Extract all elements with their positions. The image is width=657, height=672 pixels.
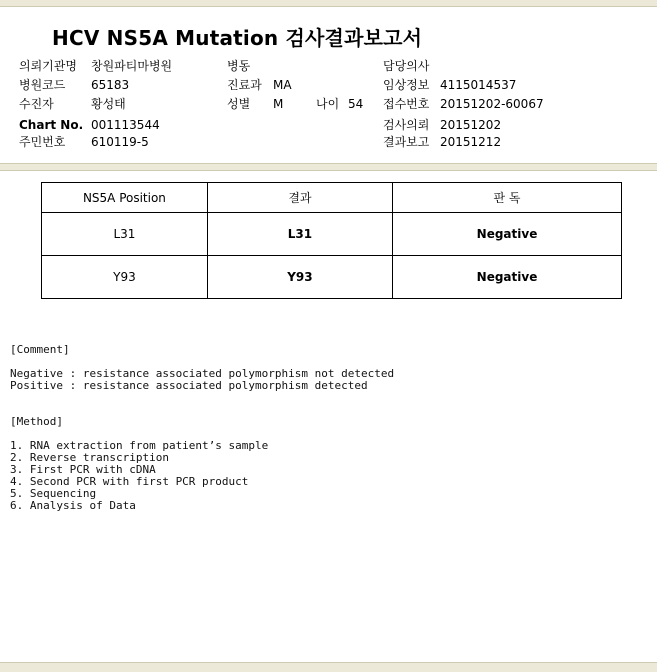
resident-no-label: 주민번호	[19, 135, 66, 149]
table-row	[42, 213, 622, 256]
ward-label: 병동	[227, 59, 251, 73]
request-date-value: 20151202	[440, 118, 502, 132]
method-line: 5. Sequencing	[10, 487, 97, 500]
column-header-position: NS5A Position	[42, 183, 208, 213]
comment-line: Positive : resistance associated polymorphism detected	[10, 379, 368, 392]
report-title: HCV NS5A Mutation 검사결과보고서	[52, 26, 423, 50]
sex-value: M	[273, 97, 284, 111]
resident-no-value: 610119-5	[91, 135, 149, 149]
request-date-label: 검사의뢰	[383, 118, 430, 132]
method-line: 2. Reverse transcription	[10, 451, 169, 464]
result-table	[41, 182, 622, 299]
patient-name-value: 황성태	[91, 97, 126, 111]
interpretation-cell: Negative	[393, 213, 622, 256]
institution-value: 창원파티마병원	[91, 59, 173, 73]
chart-no-label: Chart No.	[19, 118, 84, 132]
table-header-row	[42, 183, 622, 213]
method-line: 4. Second PCR with first PCR product	[10, 475, 249, 488]
report-date-value: 20151212	[440, 135, 502, 149]
department-value: MA	[273, 78, 292, 92]
clinical-info-label: 임상정보	[383, 78, 430, 92]
hospital-code-label: 병원코드	[19, 78, 66, 92]
doctor-label: 담당의사	[383, 59, 430, 73]
age-label: 나이	[316, 97, 340, 111]
receipt-no-label: 접수번호	[383, 97, 430, 111]
method-line: 1. RNA extraction from patient’s sample	[10, 439, 269, 452]
hospital-code-value: 65183	[91, 78, 130, 92]
patient-name-label: 수진자	[19, 97, 54, 111]
method-line: 6. Analysis of Data	[10, 499, 136, 512]
sex-label: 성별	[227, 97, 251, 111]
table-row	[42, 256, 622, 299]
department-label: 진료과	[227, 78, 262, 92]
institution-label: 의뢰기관명	[19, 59, 77, 73]
clinical-info-value: 4115014537	[440, 78, 517, 92]
result-cell: L31	[207, 213, 392, 256]
column-header-interpretation: 판 독	[393, 183, 622, 213]
result-cell: Y93	[207, 256, 392, 299]
comment-line: Negative : resistance associated polymorphism not detected	[10, 367, 395, 380]
section-divider	[0, 163, 657, 171]
age-value: 54	[348, 97, 364, 111]
comment-heading: [Comment]	[10, 343, 70, 356]
method-line: 3. First PCR with cDNA	[10, 463, 156, 476]
column-header-result: 결과	[207, 183, 392, 213]
position-cell: Y93	[42, 256, 208, 299]
chart-no-value: 001113544	[91, 118, 160, 132]
method-heading: [Method]	[10, 415, 63, 428]
position-cell: L31	[42, 213, 208, 256]
interpretation-cell: Negative	[393, 256, 622, 299]
receipt-no-value: 20151202-60067	[440, 97, 544, 111]
report-date-label: 결과보고	[383, 135, 430, 149]
top-border	[0, 0, 657, 7]
